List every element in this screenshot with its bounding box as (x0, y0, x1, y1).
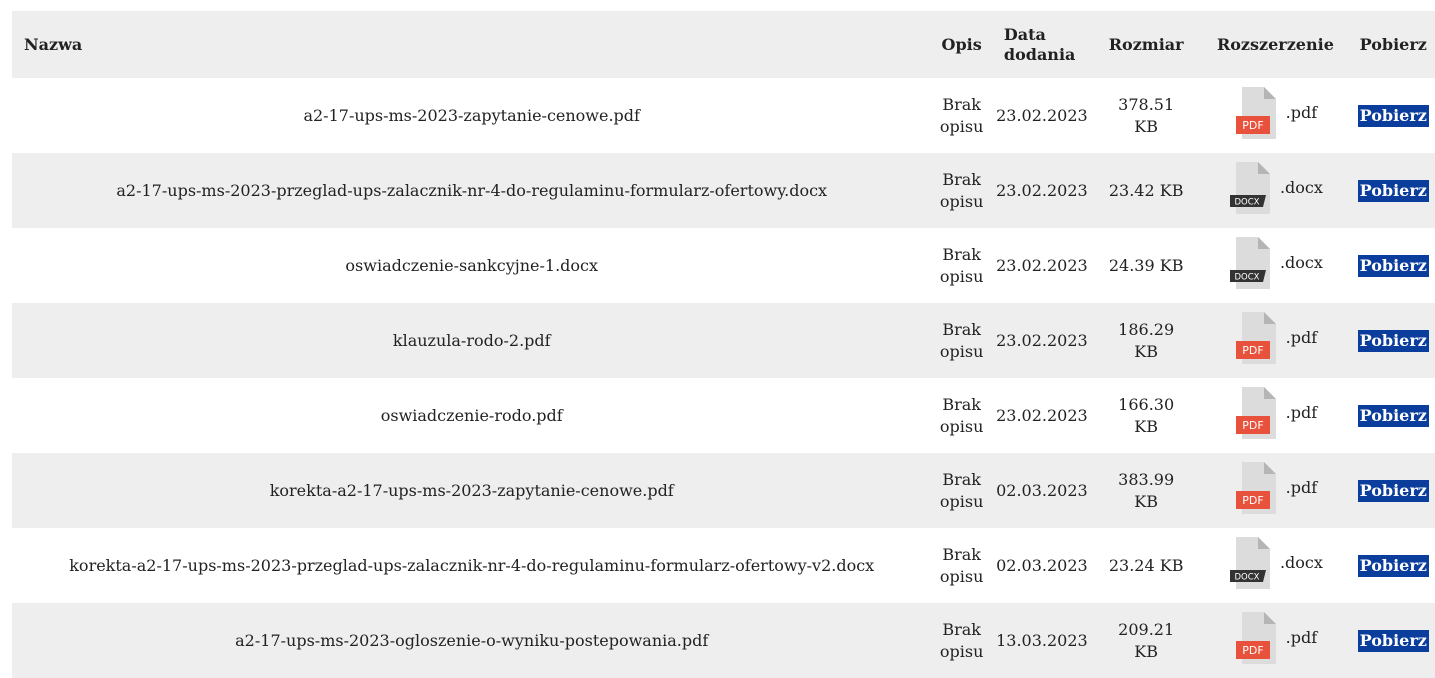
table-row (12, 153, 1435, 228)
file-size: 24.39 KB (1108, 255, 1184, 275)
file-date: 23.02.2023 (996, 405, 1088, 425)
table-row (12, 78, 1435, 153)
file-description-line1: Brak (942, 469, 981, 489)
file-description-line1: Brak (942, 94, 981, 114)
header-download: Pobierz (1359, 35, 1427, 54)
file-size: 23.42 KB (1108, 180, 1184, 200)
download-button[interactable]: Pobierz (1359, 405, 1427, 425)
file-size: 383.99 KB (1118, 469, 1175, 511)
file-description-line2: opisu (939, 641, 984, 661)
svg-text:PDF: PDF (1241, 418, 1264, 432)
file-description-line2: opisu (939, 341, 984, 361)
file-description-line2: opisu (939, 416, 984, 436)
header-size[interactable]: Rozmiar (1108, 35, 1184, 54)
pdf-file-icon (1234, 86, 1280, 140)
header-date[interactable] (992, 11, 1092, 78)
table-row (12, 603, 1435, 678)
file-extension-cell (1200, 603, 1350, 678)
svg-text:PDF: PDF (1241, 343, 1264, 357)
file-name: oswiadczenie-rodo.pdf (380, 405, 563, 425)
file-size: 209.21 KB (1118, 619, 1175, 661)
file-extension-cell (1200, 153, 1350, 228)
header-date-line2: dodania (1003, 44, 1076, 64)
docx-file-icon (1228, 536, 1274, 590)
file-extension: .docx (1279, 252, 1323, 272)
file-extension-cell (1200, 378, 1350, 453)
pdf-file-icon (1234, 611, 1280, 665)
download-button[interactable]: Pobierz (1359, 255, 1427, 275)
download-cell (1350, 453, 1435, 528)
file-extension: .pdf (1285, 477, 1318, 497)
file-description-line2: opisu (939, 566, 984, 586)
pdf-file-icon (1234, 461, 1280, 515)
file-date: 23.02.2023 (996, 255, 1088, 275)
header-opis[interactable]: Opis (941, 35, 982, 54)
file-name: a2-17-ups-ms-2023-zapytanie-cenowe.pdf (303, 105, 640, 125)
file-size: 378.51 KB (1118, 94, 1175, 136)
file-description-line2: opisu (939, 116, 984, 136)
download-button[interactable]: Pobierz (1359, 105, 1427, 125)
file-extension-cell (1200, 528, 1350, 603)
header-date-line1: Data (1003, 24, 1046, 44)
svg-text:DOCX: DOCX (1234, 197, 1260, 207)
download-cell (1350, 303, 1435, 378)
file-description (931, 78, 991, 153)
download-cell (1350, 78, 1435, 153)
file-description-line2: opisu (939, 491, 984, 511)
file-description-line1: Brak (942, 169, 981, 189)
pdf-file-icon (1234, 311, 1280, 365)
download-button[interactable]: Pobierz (1359, 330, 1427, 350)
docx-file-icon (1228, 161, 1274, 215)
download-button[interactable]: Pobierz (1359, 180, 1427, 200)
download-button[interactable]: Pobierz (1359, 630, 1427, 650)
file-extension: .pdf (1285, 627, 1318, 647)
file-size: 166.30 KB (1118, 394, 1175, 436)
file-description (931, 528, 991, 603)
table-row (12, 453, 1435, 528)
file-date: 13.03.2023 (996, 630, 1088, 650)
file-description-line2: opisu (939, 191, 984, 211)
files-table (12, 11, 1435, 678)
table-header-row (12, 11, 1435, 78)
file-date: 02.03.2023 (996, 555, 1088, 575)
svg-text:PDF: PDF (1241, 643, 1264, 657)
file-date: 02.03.2023 (996, 480, 1088, 500)
download-cell (1350, 603, 1435, 678)
svg-text:DOCX: DOCX (1234, 572, 1260, 582)
download-cell (1350, 153, 1435, 228)
table-row (12, 228, 1435, 303)
header-extension[interactable]: Rozszerzenie (1216, 35, 1334, 54)
file-description (931, 603, 991, 678)
file-extension: .docx (1279, 552, 1323, 572)
table-row (12, 303, 1435, 378)
file-description-line1: Brak (942, 619, 981, 639)
file-description (931, 303, 991, 378)
file-name: a2-17-ups-ms-2023-przeglad-ups-zalacznik-nr-4-do-regulaminu-formularz-ofertowy.docx (116, 180, 828, 200)
file-extension-cell (1200, 228, 1350, 303)
download-button[interactable]: Pobierz (1359, 555, 1427, 575)
file-description-line1: Brak (942, 394, 981, 414)
file-description-line1: Brak (942, 319, 981, 339)
header-name[interactable]: Nazwa (24, 35, 83, 54)
file-description-line2: opisu (939, 266, 984, 286)
download-cell (1350, 378, 1435, 453)
file-description (931, 378, 991, 453)
file-extension-cell (1200, 453, 1350, 528)
file-date: 23.02.2023 (996, 330, 1088, 350)
svg-text:PDF: PDF (1241, 493, 1264, 507)
table-row (12, 378, 1435, 453)
file-date: 23.02.2023 (996, 105, 1088, 125)
file-description (931, 153, 991, 228)
download-cell (1350, 228, 1435, 303)
download-button[interactable]: Pobierz (1359, 480, 1427, 500)
file-extension: .pdf (1285, 102, 1318, 122)
file-name: korekta-a2-17-ups-ms-2023-zapytanie-cenowe.pdf (269, 480, 674, 500)
file-extension: .pdf (1285, 402, 1318, 422)
file-date: 23.02.2023 (996, 180, 1088, 200)
file-description (931, 453, 991, 528)
download-cell (1350, 528, 1435, 603)
pdf-file-icon (1234, 386, 1280, 440)
file-extension-cell (1200, 303, 1350, 378)
file-name: klauzula-rodo-2.pdf (392, 330, 551, 350)
table-row (12, 528, 1435, 603)
file-name: oswiadczenie-sankcyjne-1.docx (345, 255, 599, 275)
file-extension-cell (1200, 78, 1350, 153)
svg-text:DOCX: DOCX (1234, 272, 1260, 282)
file-size: 186.29 KB (1118, 319, 1175, 361)
file-description-line1: Brak (942, 544, 981, 564)
docx-file-icon (1228, 236, 1274, 290)
file-extension: .docx (1279, 177, 1323, 197)
file-name: korekta-a2-17-ups-ms-2023-przeglad-ups-zalacznik-nr-4-do-regulaminu-formularz-ofertowy-v2.docx (69, 555, 875, 575)
svg-text:PDF: PDF (1241, 118, 1264, 132)
file-name: a2-17-ups-ms-2023-ogloszenie-o-wyniku-postepowania.pdf (235, 630, 709, 650)
file-size: 23.24 KB (1108, 555, 1184, 575)
file-description-line1: Brak (942, 244, 981, 264)
file-description (931, 228, 991, 303)
file-extension: .pdf (1285, 327, 1318, 347)
